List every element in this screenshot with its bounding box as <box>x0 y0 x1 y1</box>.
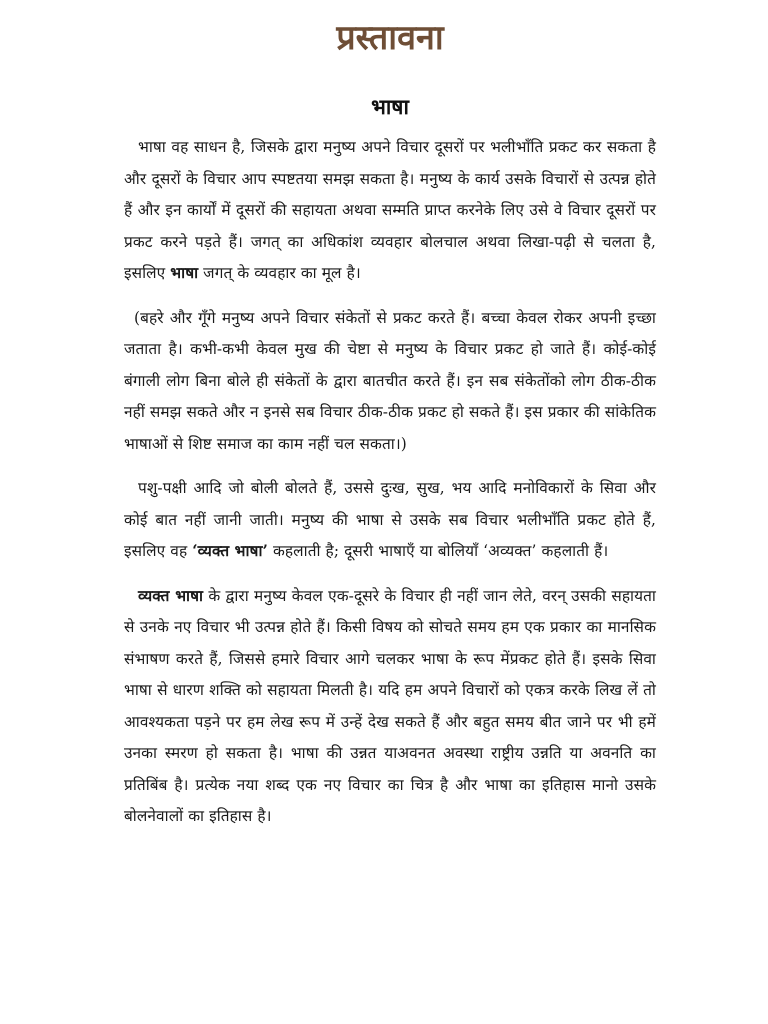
paragraph-2: (बहरे और गूँगे मनुष्य अपने विचार संकेतों से प्रकट करते हैं। बच्चा केवल रोकर अपनी इच्छा जताता है। कभी-कभी केवल मुख की चेष्टा से मनुष्य के विचार प्रकट हो जाते हैं। कोई-कोई बंगाली लोग बिना बोले ही संकेतों के द्वारा बातचीत करते हैं। इन सब संकेतोंको लोग ठीक-ठीक नहीं समझ सकते और न इनसे सब विचार ठीक-ठीक प्रकट हो सकते हैं। इस प्रकार की सांकेतिक भाषाओं से शिष्ट समाज का काम नहीं चल सकता।) <box>124 308 656 453</box>
page-title: प्रस्तावना <box>336 18 444 58</box>
paragraph-1-text-end: जगत् के व्यवहार का मूल है। <box>198 264 361 282</box>
paragraph-3-text-end: कहलाती है; दूसरी भाषाएँ या बोलियाँ ‘अव्यक्त’ कहलाती हैं। <box>268 542 609 560</box>
paragraph-3-bold-term: ‘व्यक्त भाषा’ <box>192 542 268 560</box>
paragraph-1-text: भाषा वह साधन है, जिसके द्वारा मनुष्य अपने विचार दूसरों पर भलीभाँति प्रकट कर सकता है और दूसरों के विचार आप स्पष्टतया समझ सकता है। मनुष्य के कार्य उसके विचारों से उत्पन्न होते हैं और इन कार्यों में दूसरों की सहायता अथवा सम्मति प्राप्त करनेके लिए उसे वे विचार दूसरों पर प्रकट करने पड़ते हैं। जगत् का अधिकांश व्यवहार बोलचाल अथवा लिखा-पढ़ी से चलता है, इसलिए <box>124 138 656 282</box>
paragraph-1-bold-term: भाषा <box>170 264 199 282</box>
paragraph-1 <box>124 132 656 290</box>
paragraph-4-bold-term: व्यक्त भाषा <box>138 586 204 605</box>
paragraph-3 <box>124 473 656 568</box>
paragraph-4 <box>124 581 656 833</box>
paragraph-3-text: पशु-पक्षी आदि जो बोली बोलते हैं, उससे दुःख, सुख, भय आदि मनोविकारों के सिवा और कोई बात नहीं जानी जाती। मनुष्य की भाषा से उसके सब विचार भलीभाँति प्रकट होते हैं, इसलिए वह <box>124 479 656 560</box>
paragraph-4-text: के द्वारा मनुष्य केवल एक-दूसरे के विचार ही नहीं जान लेते, वरन् उसकी सहायता से उनके नए विचार भी उत्पन्न होते हैं। किसी विषय को सोचते समय हम एक प्रकार का मानसिक संभाषण करते हैं, जिससे हमारे विचार आगे चलकर भाषा के रूप मेंप्रकट होते हैं। इसके सिवा भाषा से धारण शक्ति को सहायता मिलती है। यदि हम अपने विचारों को एकत्र करके लिख लें तो आवश्यकता पड़ने पर हम लेख रूप में उन्हें देख सकते हैं और बहुत समय बीत जाने पर भी हमें उनका स्मरण हो सकता है। भाषा की उन्नत याअवनत अवस्था राष्ट्रीय उन्नति या अवनति का प्रतिबिंब है। प्रत्येक नया शब्द एक नए विचार का चित्र है और भाषा का इतिहास मानो उसके बोलनेवालों का इतिहास है। <box>124 586 657 825</box>
section-heading: भाषा <box>371 95 409 119</box>
